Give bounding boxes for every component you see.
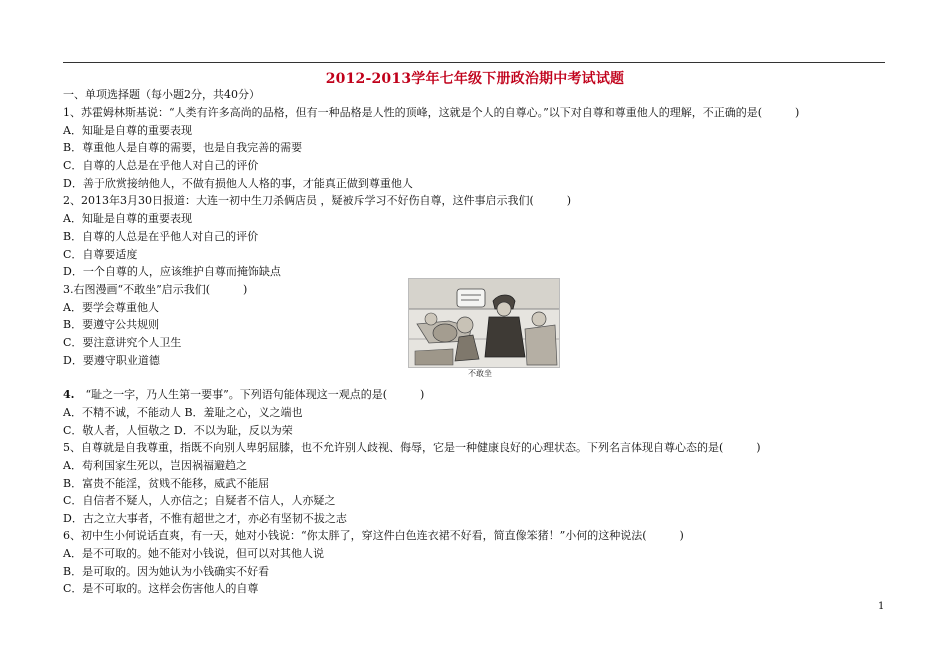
- q4-stem: [63, 388, 424, 402]
- q4-number: 4.: [63, 388, 75, 401]
- q1-option-d: D．善于欣赏接纳他人，不做有损他人人格的事，才能真正做到尊重他人: [63, 177, 413, 190]
- q3-option-a: A．要学会尊重他人: [63, 301, 159, 314]
- q1-option-a: A．知耻是自尊的重要表现: [63, 124, 192, 137]
- q2-option-b: B．自尊的人总是在乎他人对自己的评价: [63, 230, 259, 243]
- q2-option-c: C．自尊要适度: [63, 248, 138, 261]
- q6-option-a: A．是不可取的。她不能对小钱说，但可以对其他人说: [63, 547, 324, 560]
- page-number: 1: [878, 601, 885, 612]
- q6-stem: 6、初中生小何说话直爽，有一天，她对小钱说：“你太胖了，穿这件白色连衣裙不好看，简直像笨猪！”小何的这种说法( ): [63, 529, 684, 542]
- q6-option-b: B．是可取的。因为她认为小钱确实不好看: [63, 565, 270, 578]
- exam-title: 2012-2013学年七年级下册政治期中考试试题: [325, 71, 625, 87]
- q1-option-b: B．尊重他人是自尊的需要，也是自我完善的需要: [63, 141, 303, 154]
- q5-option-d: D．古之立大事者，不惟有超世之才，亦必有坚韧不拔之志: [63, 512, 347, 525]
- q4-stem-text: “耻之一字，乃人生第一要事”。下列语句能体现这一观点的是( ): [74, 388, 425, 401]
- cartoon-illustration: [408, 278, 560, 368]
- q5-option-a: A．苟利国家生死以，岂因祸福避趋之: [63, 459, 247, 472]
- q3-stem: 3.右图漫画“不敢坐”启示我们( ): [63, 283, 248, 296]
- q3-option-c: C．要注意讲究个人卫生: [63, 336, 182, 349]
- q5-stem: 5、自尊就是自我尊重，指既不向别人卑躬屈膝，也不允许别人歧视、侮辱，它是一种健康良好的心理状态。下列名言体现自尊心态的是( ): [63, 441, 761, 454]
- q5-option-b: B．富贵不能淫，贫贱不能移，威武不能屈: [63, 477, 270, 490]
- q4-options-cd: C．敬人者，人恒敬之 D．不以为耻，反以为荣: [63, 424, 293, 437]
- q5-option-c: C．自信者不疑人，人亦信之；自疑者不信人，人亦疑之: [63, 494, 336, 507]
- q1-option-c: C．自尊的人总是在乎他人对自己的评价: [63, 159, 259, 172]
- header-rule: [63, 62, 885, 63]
- cartoon-drawing: [409, 279, 559, 367]
- section-heading: 一、单项选择题（每小题2分，共40分）: [63, 88, 260, 101]
- q6-option-c: C．是不可取的。这样会伤害他人的自尊: [63, 582, 259, 595]
- q3-option-d: D．要遵守职业道德: [63, 354, 160, 367]
- q2-option-d: D．一个自尊的人，应该维护自尊而掩饰缺点: [63, 265, 281, 278]
- q2-stem: 2、2013年3月30日报道：大连一初中生刀杀俩店员 ，疑被斥学习不好伤自尊，这件事启示我们( ): [63, 194, 572, 207]
- figure-caption: 不敢坐: [468, 369, 492, 378]
- q4-options-ab: A．不精不诚，不能动人 B．羞耻之心，义之端也: [63, 406, 303, 419]
- q2-option-a: A．知耻是自尊的重要表现: [63, 212, 192, 225]
- q1-stem: 1、苏霍姆林斯基说：“人类有许多高尚的品格，但有一种品格是人性的顶峰，这就是个人的自尊心。”以下对自尊和尊重他人的理解，不正确的是( ): [63, 106, 800, 119]
- q3-option-b: B．要遵守公共规则: [63, 318, 160, 331]
